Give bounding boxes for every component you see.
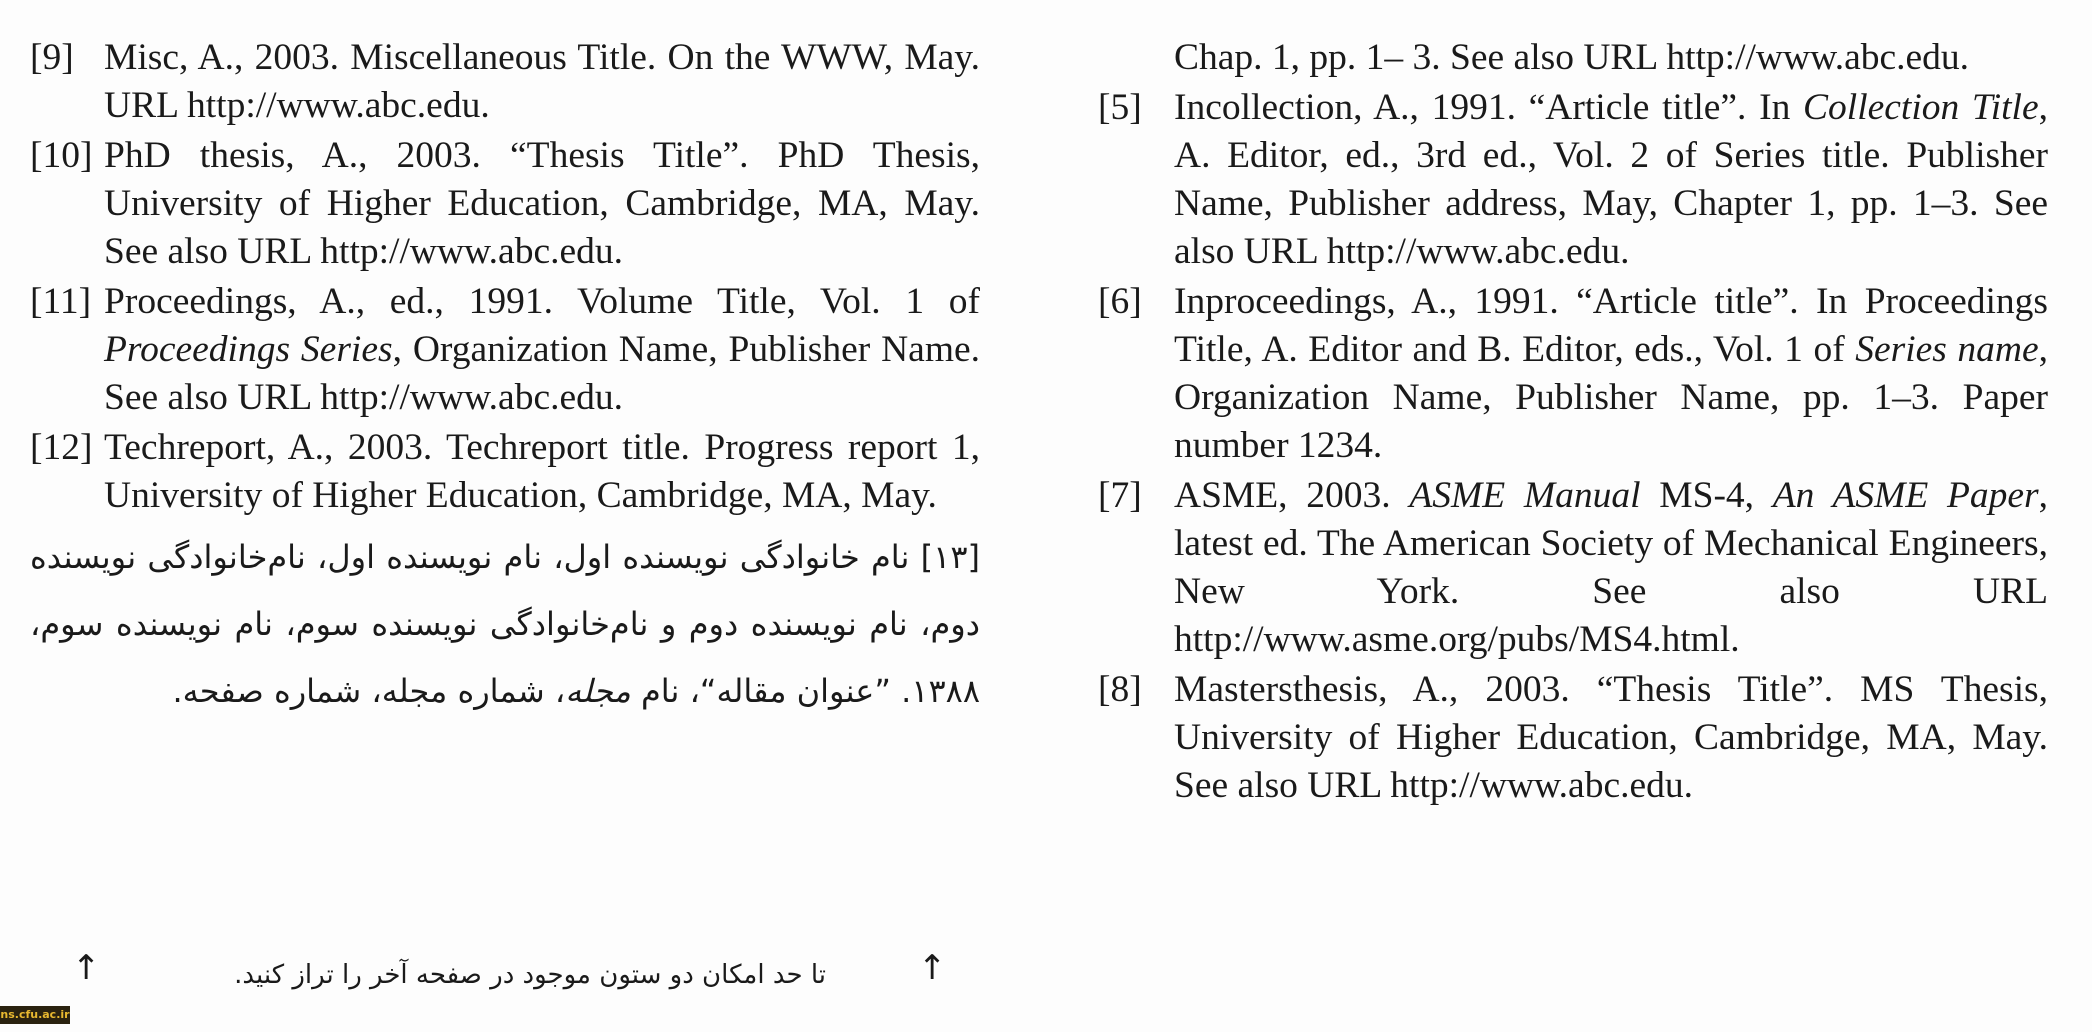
reference-text-part: Inproceedings, A., 1991. “Article title”. In Proceedings Title, A. Editor and B. Editor, eds., Vol. 1 of — [1174, 281, 2048, 370]
up-arrow-icon: ↑ — [72, 948, 101, 988]
site-logo: ns.cfu.ac.ir — [0, 1006, 70, 1024]
reference-5 — [1098, 84, 2048, 276]
reference-series-italic: Proceedings Series — [104, 329, 393, 370]
reference-6 — [1098, 278, 2048, 470]
reference-label: [7] — [1098, 475, 1142, 516]
reference-8 — [1098, 666, 2048, 810]
footer-note: تا حد امکان دو ستون موجود در صفحه آخر را تراز کنید. — [234, 960, 826, 990]
reference-label: [11] — [30, 281, 92, 322]
reference-text: Misc, A., 2003. Miscellaneous Title. On the WWW, May. URL http://www.abc.edu. — [104, 37, 980, 126]
reference-text-part: , Organization Name, Publisher Name. See also URL http://www.abc.edu. — [104, 329, 981, 418]
reference-7 — [1098, 472, 2048, 664]
reference-text — [104, 278, 980, 422]
reference-label: [9] — [30, 37, 74, 78]
right-column — [1098, 34, 2048, 812]
reference-text-part: , latest ed. The American Society of Mechanical Engineers, New York. See also URL http://www.asme.org/pubs/MS4.html. — [1174, 475, 2048, 660]
reference-text-part: MS-4, — [1640, 475, 1773, 516]
reference-text: PhD thesis, A., 2003. “Thesis Title”. PhD Thesis, University of Higher Education, Cambridge, MA, May. See also URL http://www.abc.edu. — [104, 135, 980, 272]
persian-journal-italic: مجله — [565, 672, 631, 710]
reference-label: [10] — [30, 135, 93, 176]
reference-13-persian — [30, 524, 980, 725]
persian-text-part: ، شماره مجله، شماره صفحه. — [172, 672, 566, 710]
reference-series-italic: Series name — [1855, 329, 2039, 370]
reference-text: Mastersthesis, A., 2003. “Thesis Title”. MS Thesis, University of Higher Education, Cambridge, MA, May. See also URL http://www.abc.edu. — [1174, 669, 2048, 806]
reference-text-part: Incollection, A., 1991. “Article title”. In — [1174, 87, 1804, 128]
reference-text-part: , A. Editor, ed., 3rd ed., Vol. 2 of Series title. Publisher Name, Publisher address, May, Chapter 1, pp. 1–3. See also URL http://www.abc.edu. — [1174, 87, 2048, 272]
reference-11 — [30, 278, 980, 422]
reference-text: Chap. 1, pp. 1– 3. See also URL http://www.abc.edu. — [1174, 37, 1970, 78]
reference-label: [6] — [1098, 281, 1142, 322]
reference-text-part: Proceedings, A., ed., 1991. Volume Title, Vol. 1 of — [104, 281, 980, 322]
reference-paper-italic: An ASME Paper — [1772, 475, 2039, 516]
reference-text — [1174, 472, 2048, 664]
reference-9 — [30, 34, 980, 130]
reference-label: [8] — [1098, 669, 1142, 710]
reference-text-part: ASME, 2003. — [1174, 475, 1410, 516]
reference-collection-italic: Collection Title — [1803, 87, 2039, 128]
reference-text-part: , Organization Name, Publisher Name, pp. 1–3. Paper number 1234. — [1174, 329, 2048, 466]
reference-12 — [30, 424, 980, 520]
up-arrow-icon: ↑ — [918, 948, 947, 988]
reference-label: [5] — [1098, 87, 1142, 128]
reference-text — [1174, 278, 2048, 470]
reference-label: [12] — [30, 427, 93, 468]
reference-4-continuation — [1098, 34, 2048, 82]
left-column — [30, 34, 980, 725]
reference-text — [1174, 84, 2048, 276]
reference-10 — [30, 132, 980, 276]
reference-manual-italic: ASME Manual — [1409, 475, 1641, 516]
persian-text-part: [۱۳] نام خانوادگی نویسنده اول، نام نویسنده اول، نام‌خانوادگی نویسنده دوم، نام نویسنده دوم و نام‌خانوادگی نویسنده سوم، نام نویسنده سوم، ۱۳۸۸. ”عنوان مقاله“، نام — [30, 538, 980, 710]
reference-text: Techreport, A., 2003. Techreport title. Progress report 1, University of Higher Education, Cambridge, MA, May. — [104, 427, 980, 516]
